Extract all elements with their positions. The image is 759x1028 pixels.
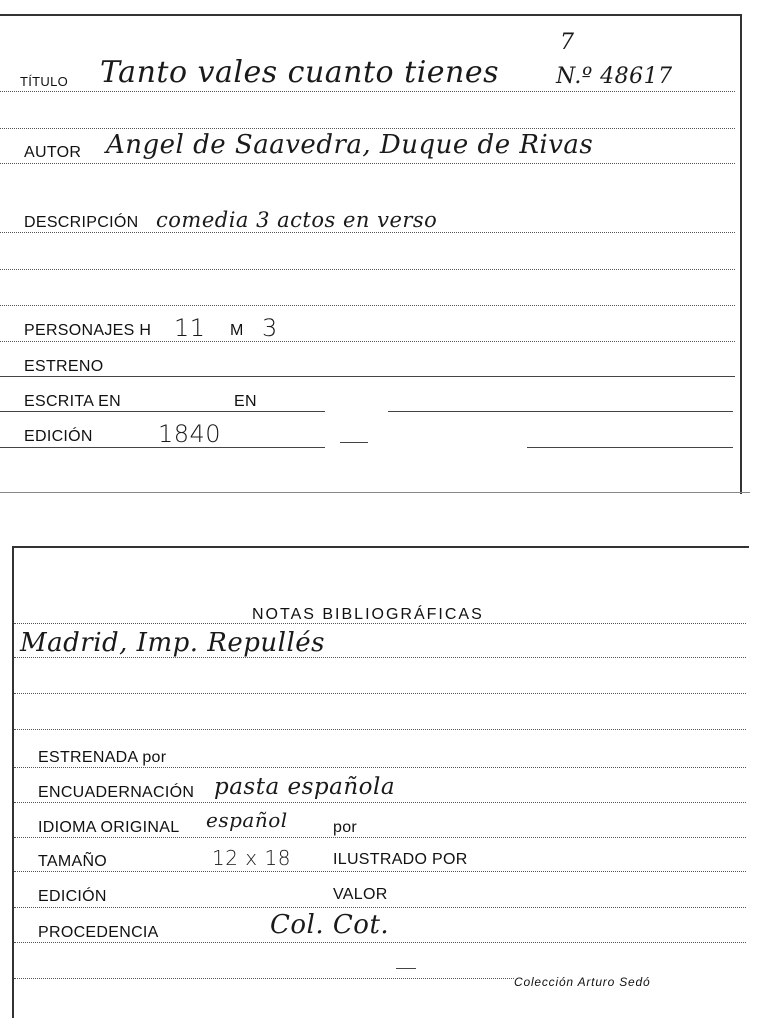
handwritten-encuadernacion: pasta española (214, 774, 396, 800)
rule-line (388, 411, 733, 412)
label-edicion: EDICIÓN (24, 428, 93, 445)
label-edicion-2: EDICIÓN (38, 888, 107, 905)
handwritten-description: comedia 3 actos en verso (156, 208, 438, 232)
label-tamano: TAMAÑO (38, 853, 108, 870)
rule-line (0, 305, 735, 306)
label-en: EN (234, 393, 257, 410)
rule-line (14, 693, 746, 694)
rule-line (14, 729, 746, 730)
rule-line (14, 623, 746, 624)
handwritten-personajes-h: 11 (174, 314, 206, 342)
rule-line (0, 91, 735, 92)
label-personajes-m: M (230, 322, 244, 339)
label-estreno: ESTRENO (24, 358, 104, 375)
rule-line (14, 907, 746, 908)
rule-line (0, 128, 735, 129)
label-valor: VALOR (333, 886, 388, 903)
handwritten-edicion: 1840 (158, 420, 222, 448)
handwritten-procedencia: Col. Cot. (270, 910, 390, 940)
handwritten-title: Tanto vales cuanto tienes (100, 55, 500, 90)
rule-line (14, 871, 746, 872)
rule-line (14, 942, 746, 943)
card-edge (0, 492, 750, 493)
label-idioma-original: IDIOMA ORIGINAL (38, 819, 180, 836)
rule-line (527, 447, 733, 448)
rule-line (0, 163, 735, 164)
label-procedencia: PROCEDENCIA (38, 924, 159, 941)
label-titulo: TÍTULO (20, 74, 69, 89)
rule-line (14, 767, 746, 768)
label-descripcion: DESCRIPCIÓN (24, 214, 139, 231)
label-ilustrado-por: ILUSTRADO POR (333, 851, 468, 868)
label-personajes-h: PERSONAJES H (24, 322, 152, 339)
handwritten-number-mark: 7 (560, 30, 575, 55)
rule-line (14, 978, 514, 979)
rule-line (14, 802, 746, 803)
label-por: por (333, 819, 358, 836)
rule-line (0, 411, 325, 412)
handwritten-author: Angel de Saavedra, Duque de Rivas (106, 130, 594, 160)
handwritten-notes: Madrid, Imp. Repullés (20, 628, 325, 658)
rule-line (14, 837, 746, 838)
rule-line (0, 376, 735, 377)
label-estrenada-por: ESTRENADA por (38, 749, 167, 766)
handwritten-catalog-number: N.º 48617 (556, 64, 673, 89)
rule-line (396, 968, 416, 969)
handwritten-personajes-m: 3 (262, 314, 278, 342)
handwritten-tamano: 12 x 18 (212, 846, 291, 870)
label-escrita-en: ESCRITA EN (24, 393, 121, 410)
rule-line (340, 442, 368, 443)
notes-title: NOTAS BIBLIOGRÁFICAS (252, 606, 484, 623)
rule-line (0, 341, 735, 342)
collection-credit: Colección Arturo Sedó (514, 975, 651, 989)
label-autor: AUTOR (24, 144, 82, 161)
label-encuadernacion: ENCUADERNACIÓN (38, 784, 195, 801)
handwritten-idioma: español (206, 808, 288, 832)
rule-line (0, 232, 735, 233)
rule-line (0, 269, 735, 270)
